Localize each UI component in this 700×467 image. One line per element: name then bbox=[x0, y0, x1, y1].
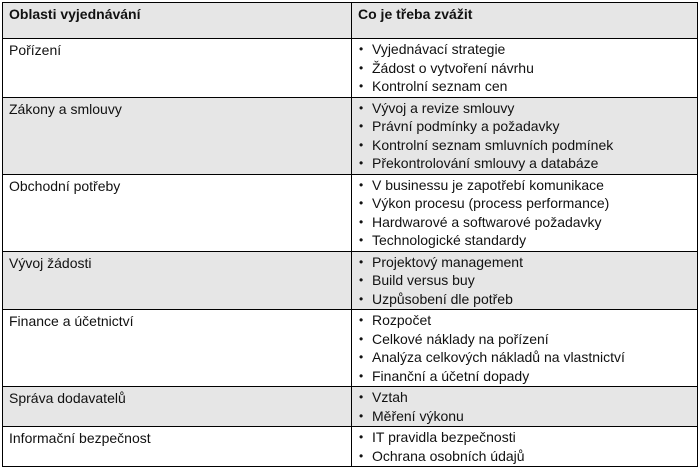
list-item-text: Technologické standardy bbox=[372, 232, 527, 248]
list-item-text: Právní podmínky a požadavky bbox=[372, 118, 560, 134]
table-row bbox=[3, 97, 698, 174]
header-considerations: Co je třeba zvážit bbox=[352, 3, 698, 39]
list-item-text: Finanční a účetní dopady bbox=[372, 367, 530, 384]
list-item bbox=[358, 290, 691, 309]
bullet-icon: • bbox=[359, 137, 364, 152]
list-item bbox=[358, 231, 691, 250]
bullet-icon: • bbox=[359, 79, 364, 93]
negotiation-area: Finance a účetnictví bbox=[3, 310, 352, 387]
considerations-list bbox=[358, 388, 691, 425]
list-item-text: Překontrolování smlouvy a databáze bbox=[372, 155, 599, 171]
bullet-icon: • bbox=[359, 196, 364, 210]
list-item-text: Měření výkonu bbox=[372, 407, 464, 424]
table-row bbox=[3, 427, 698, 467]
table-body bbox=[3, 39, 698, 467]
bullet-icon: • bbox=[359, 100, 364, 115]
negotiation-area: Pořízení bbox=[3, 39, 352, 98]
bullet-icon: • bbox=[359, 177, 364, 192]
considerations-list bbox=[358, 253, 691, 309]
list-item bbox=[358, 367, 691, 386]
considerations-cell bbox=[352, 310, 698, 387]
table-row bbox=[3, 174, 698, 251]
considerations-list bbox=[358, 99, 691, 173]
list-item-text: Projektový management bbox=[372, 253, 523, 270]
list-item bbox=[358, 348, 691, 367]
list-item bbox=[358, 194, 691, 213]
list-item bbox=[358, 447, 691, 466]
bullet-icon: • bbox=[359, 408, 364, 423]
list-item bbox=[358, 176, 691, 195]
considerations-list bbox=[358, 311, 691, 385]
list-item-text: Kontrolní seznam cen bbox=[372, 78, 508, 94]
table-header-row bbox=[3, 3, 698, 39]
list-item bbox=[358, 154, 691, 173]
considerations-list bbox=[358, 428, 691, 465]
list-item bbox=[358, 136, 691, 155]
list-item bbox=[358, 77, 691, 96]
list-item-text: Výkon procesu (process performance) bbox=[372, 195, 610, 211]
list-item-text: Uzpůsobení dle potřeb bbox=[372, 290, 513, 307]
list-item bbox=[358, 99, 691, 118]
considerations-cell bbox=[352, 251, 698, 310]
table-row bbox=[3, 387, 698, 427]
list-item bbox=[358, 213, 691, 232]
bullet-icon: • bbox=[359, 313, 364, 327]
bullet-icon: • bbox=[359, 331, 364, 346]
considerations-list bbox=[358, 176, 691, 250]
list-item bbox=[358, 330, 691, 349]
bullet-icon: • bbox=[359, 214, 364, 229]
list-item bbox=[358, 311, 691, 330]
list-item bbox=[358, 388, 691, 407]
negotiation-area: Obchodní potřeby bbox=[3, 174, 352, 251]
list-item-text: Hardwarové a softwarové požadavky bbox=[372, 213, 602, 230]
list-item bbox=[358, 253, 691, 272]
considerations-cell bbox=[352, 97, 698, 174]
list-item-text: Kontrolní seznam smluvních podmínek bbox=[372, 136, 614, 153]
list-item bbox=[358, 40, 691, 59]
negotiation-area: Zákony a smlouvy bbox=[3, 97, 352, 174]
considerations-cell bbox=[352, 39, 698, 98]
list-item bbox=[358, 271, 691, 290]
negotiation-area: Vývoj žádosti bbox=[3, 251, 352, 310]
bullet-icon: • bbox=[359, 390, 364, 404]
bullet-icon: • bbox=[359, 368, 364, 383]
list-item-text: Celkové náklady na pořízení bbox=[372, 330, 549, 347]
table-row bbox=[3, 251, 698, 310]
bullet-icon: • bbox=[359, 273, 364, 287]
list-item bbox=[358, 428, 691, 447]
table-row bbox=[3, 39, 698, 98]
bullet-icon: • bbox=[359, 448, 364, 463]
list-item-text: IT pravidla bezpečnosti bbox=[372, 429, 516, 445]
bullet-icon: • bbox=[359, 156, 364, 170]
considerations-cell bbox=[352, 387, 698, 427]
list-item-text: Build versus buy bbox=[372, 272, 475, 288]
list-item-text: Vývoj a revize smlouvy bbox=[372, 99, 515, 116]
bullet-icon: • bbox=[359, 254, 364, 269]
bullet-icon: • bbox=[359, 119, 364, 133]
bullet-icon: • bbox=[359, 60, 364, 75]
list-item bbox=[358, 407, 691, 426]
list-item-text: V businessu je zapotřebí komunikace bbox=[372, 176, 604, 193]
bullet-icon: • bbox=[359, 233, 364, 247]
list-item-text: Rozpočet bbox=[372, 312, 432, 328]
list-item-text: Vztah bbox=[372, 389, 408, 405]
considerations-cell bbox=[352, 427, 698, 467]
bullet-icon: • bbox=[359, 291, 364, 306]
table-row bbox=[3, 310, 698, 387]
considerations-cell bbox=[352, 174, 698, 251]
bullet-icon: • bbox=[359, 430, 364, 444]
negotiation-areas-table bbox=[2, 2, 698, 467]
considerations-list bbox=[358, 40, 691, 96]
bullet-icon: • bbox=[359, 350, 364, 364]
list-item-text: Analýza celkových nákladů na vlastnictví bbox=[372, 349, 625, 365]
list-item bbox=[358, 117, 691, 136]
negotiation-area: Správa dodavatelů bbox=[3, 387, 352, 427]
list-item-text: Vyjednávací strategie bbox=[372, 41, 506, 57]
negotiation-area: Informační bezpečnost bbox=[3, 427, 352, 467]
list-item-text: Žádost o vytvoření návrhu bbox=[372, 59, 534, 76]
bullet-icon: • bbox=[359, 42, 364, 56]
list-item-text: Ochrana osobních údajů bbox=[372, 447, 525, 464]
header-areas: Oblasti vyjednávání bbox=[3, 3, 352, 39]
list-item bbox=[358, 59, 691, 78]
